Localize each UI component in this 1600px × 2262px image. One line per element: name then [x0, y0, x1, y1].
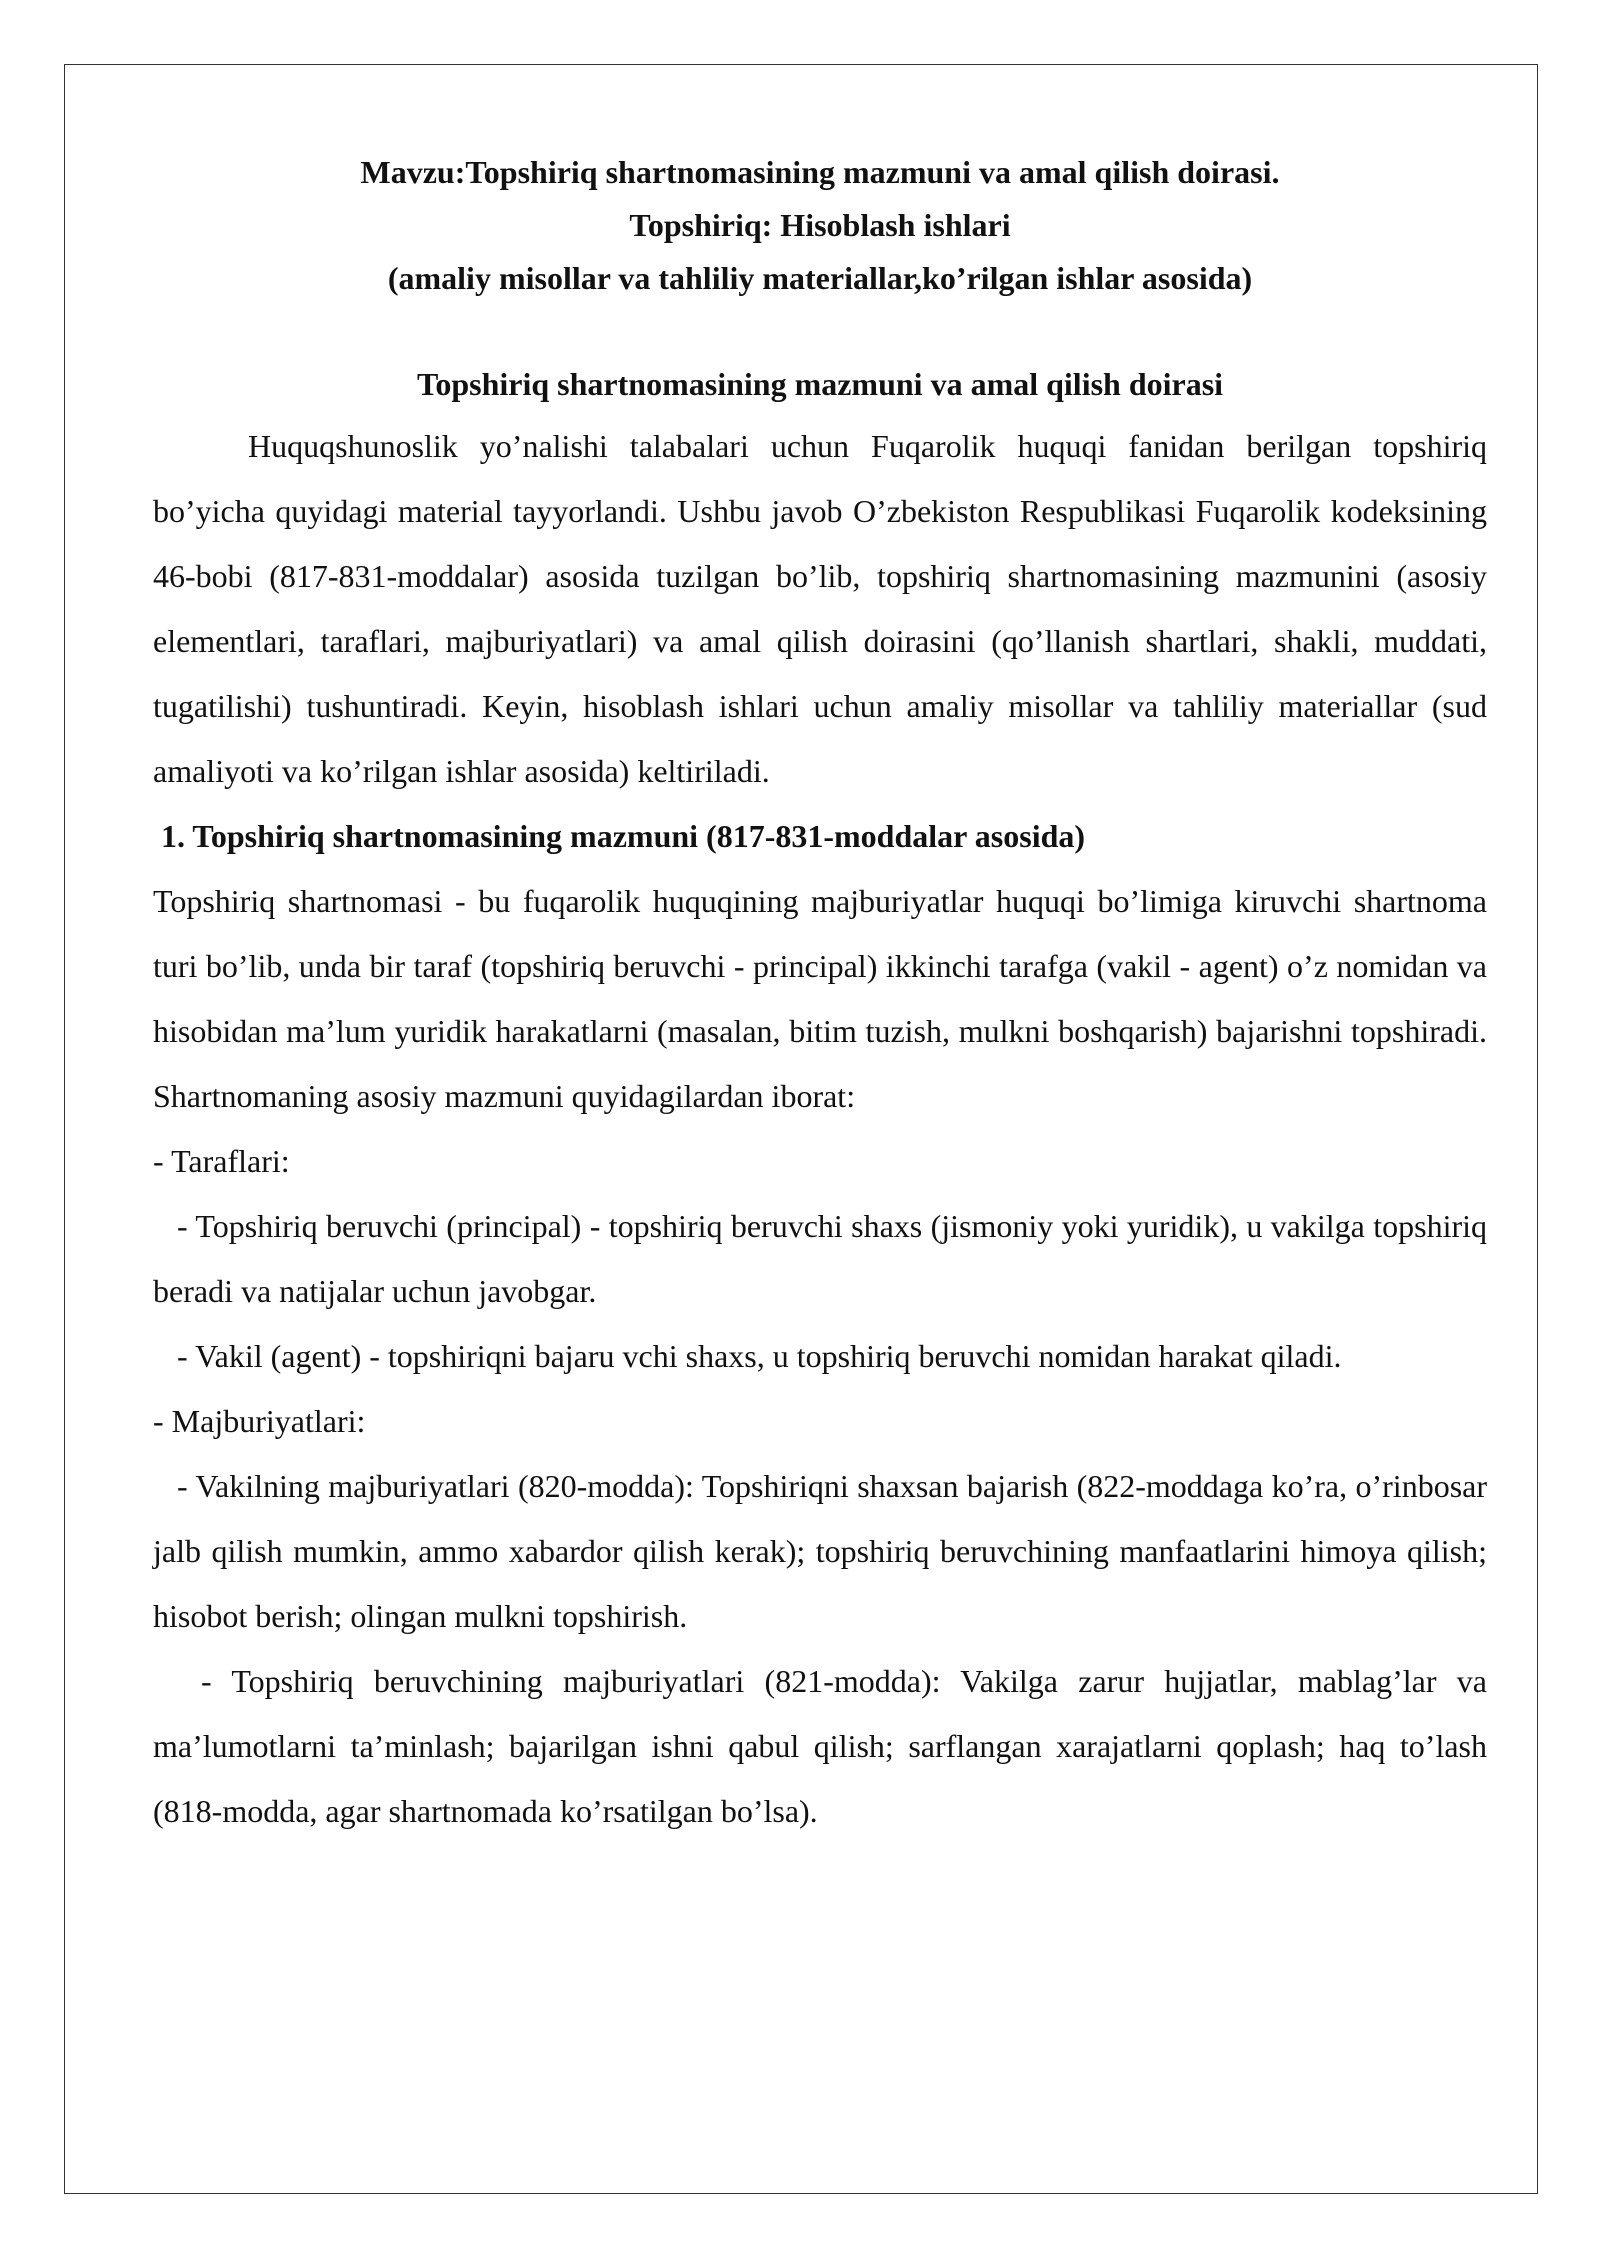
parties-label: - Taraflari: [153, 1143, 290, 1179]
topic-title: Mavzu:Topshiriq shartnomasining mazmuni va amal qilish doirasi. [360, 154, 1280, 190]
obligations-label: - Majburiyatlari: [153, 1403, 366, 1439]
section-title: Topshiriq shartnomasining mazmuni va amal qilish doirasi [416, 366, 1224, 402]
document-body [153, 146, 1487, 1844]
agent-obligations: - Vakilning majburiyatlari (820-modda): Topshiriqni shaxsan bajarish (822-moddaga ko’ra, o’rinbosar jalb qilish mumkin, ammo xabardor qilish kerak); topshiriq beruvchining manfaatlarini himoya qilish; hisobot berish; olingan mulkni topshirish. [153, 1468, 1487, 1634]
intro-paragraph: Huquqshunoslik yo’nalishi talabalari uchun Fuqarolik huquqi fanidan berilgan topshiriq bo’yicha quyidagi material tayyorlandi. Ushbu javob O’zbekiston Respublikasi Fuqarolik kodeksining 46-bobi (817-831-moddalar) asosida tuzilgan bo’lib, topshiriq shartnomasining mazmunini (asosiy elementlari, taraflari, majburiyatlari) va amal qilish doirasini (qo’llanish shartlari, shakli, muddati, tugatilishi) tushuntiradi. Keyin, hisoblash ishlari uchun amaliy misollar va tahliliy materiallar (sud amaliyoti va ko’rilgan ishlar asosida) keltiriladi. [153, 428, 1487, 789]
party-agent: - Vakil (agent) - topshiriqni bajaru vchi shaxs, u topshiriq beruvchi nomidan harakat qiladi. [177, 1338, 1342, 1374]
heading-1: 1. Topshiriq shartnomasining mazmuni (817-831-moddalar asosida) [161, 818, 1086, 854]
assignment-subtitle: (amaliy misollar va tahliliy materiallar,ko’rilgan ishlar asosida) [387, 260, 1253, 296]
definition-paragraph: Topshiriq shartnomasi - bu fuqarolik huquqining majburiyatlar huquqi bo’limiga kiruvchi shartnoma turi bo’lib, unda bir taraf (topshiriq beruvchi - principal) ikkinchi tarafga (vakil - agent) o’z nomidan va hisobidan ma’lum yuridik harakatlarni (masalan, bitim tuzish, mulkni boshqarish) bajarishni topshiradi. Shartnomaning asosiy mazmuni quyidagilardan iborat: [153, 883, 1487, 1114]
assignment-title: Topshiriq: Hisoblash ishlari [629, 207, 1011, 243]
spacer [153, 305, 1487, 354]
party-principal: - Topshiriq beruvchi (principal) - topshiriq beruvchi shaxs (jismoniy yoki yuridik), u vakilga topshiriq beradi va natijalar uchun javobgar. [153, 1208, 1487, 1309]
principal-obligations: - Topshiriq beruvchining majburiyatlari (821-modda): Vakilga zarur hujjatlar, mablag’lar va ma’lumotlarni ta’minlash; bajarilgan ishni qabul qilish; sarflangan xarajatlarni qoplash; haq to’lash (818-modda, agar shartnomada ko’rsatilgan bo’lsa). [153, 1663, 1487, 1829]
